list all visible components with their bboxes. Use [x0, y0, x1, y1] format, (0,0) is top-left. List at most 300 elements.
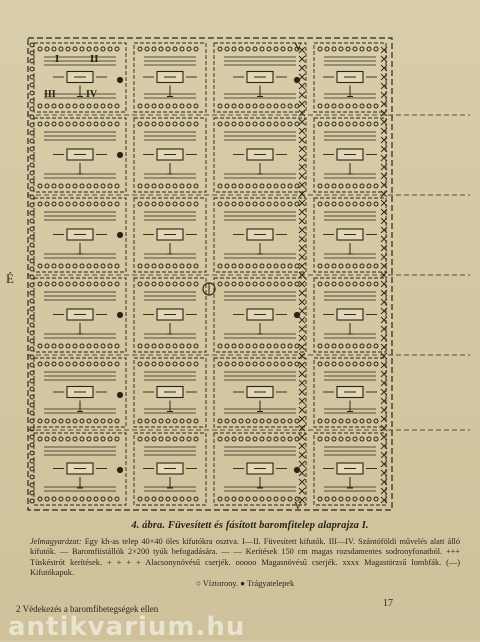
shrub-icon — [66, 282, 70, 286]
shrub-icon — [94, 202, 98, 206]
shrub-icon — [66, 497, 70, 501]
shrub-icon — [246, 419, 250, 423]
shrub-icon — [145, 47, 149, 51]
shrub-icon — [166, 264, 170, 268]
shrub-icon — [38, 184, 42, 188]
shrub-icon — [267, 264, 271, 268]
shrub-icon — [274, 419, 278, 423]
shrub-icon — [374, 362, 378, 366]
shrub-icon — [288, 104, 292, 108]
shrub-icon — [353, 264, 357, 268]
shrub-icon — [218, 344, 222, 348]
shrub-icon — [30, 395, 34, 399]
shrub-icon — [288, 437, 292, 441]
shrub-icon — [267, 282, 271, 286]
shrub-icon — [187, 122, 191, 126]
shrub-icon — [180, 104, 184, 108]
shrub-icon — [281, 104, 285, 108]
shrub-icon — [367, 122, 371, 126]
shrub-icon — [246, 264, 250, 268]
shrub-icon — [73, 47, 77, 51]
shrub-icon — [30, 107, 34, 111]
shrub-icon — [194, 344, 198, 348]
shrub-icon — [166, 437, 170, 441]
shrub-icon — [30, 283, 34, 287]
shrub-icon — [267, 437, 271, 441]
shrub-icon — [194, 282, 198, 286]
shrub-icon — [30, 355, 34, 359]
shrub-icon — [325, 122, 329, 126]
shrub-icon — [108, 184, 112, 188]
shrub-icon — [267, 122, 271, 126]
shrub-icon — [374, 122, 378, 126]
shrub-icon — [353, 419, 357, 423]
shrub-icon — [346, 184, 350, 188]
shrub-icon — [115, 202, 119, 206]
manure-heap-icon — [294, 312, 299, 317]
shrub-icon — [239, 362, 243, 366]
tree-icon — [299, 479, 305, 485]
shrub-icon — [360, 184, 364, 188]
shrub-icon — [253, 362, 257, 366]
shrub-icon — [45, 344, 49, 348]
shrub-icon — [281, 362, 285, 366]
shrub-icon — [246, 202, 250, 206]
shrub-icon — [159, 437, 163, 441]
shrub-icon — [166, 282, 170, 286]
figure-caption: 4. ábra. Füvesített és fásított baromfitelep alaprajza I. — [131, 520, 369, 531]
shrub-icon — [30, 211, 34, 215]
shrub-icon — [159, 47, 163, 51]
shrub-icon — [38, 282, 42, 286]
shrub-icon — [339, 282, 343, 286]
shrub-icon — [339, 497, 343, 501]
tree-icon — [299, 182, 305, 188]
shrub-icon — [30, 475, 34, 479]
shrub-icon — [274, 47, 278, 51]
shrub-icon — [194, 419, 198, 423]
legend-last-line: ○ Víztorony. ● Trágyatelepek — [195, 578, 295, 588]
shrub-icon — [288, 184, 292, 188]
tree-icon — [299, 326, 305, 332]
tree-icon — [299, 335, 305, 341]
shrub-icon — [281, 437, 285, 441]
tree-icon — [299, 218, 305, 224]
shrub-icon — [30, 363, 34, 367]
shrub-icon — [232, 437, 236, 441]
shrub-icon — [232, 362, 236, 366]
shrub-icon — [281, 264, 285, 268]
shrub-icon — [260, 202, 264, 206]
shrub-icon — [115, 282, 119, 286]
shrub-icon — [66, 362, 70, 366]
shrub-icon — [180, 184, 184, 188]
shrub-icon — [173, 122, 177, 126]
shrub-icon — [239, 122, 243, 126]
shrub-icon — [267, 184, 271, 188]
shrub-icon — [194, 104, 198, 108]
shrub-icon — [267, 202, 271, 206]
shrub-icon — [38, 264, 42, 268]
shrub-icon — [45, 419, 49, 423]
shrub-icon — [274, 497, 278, 501]
shrub-icon — [253, 202, 257, 206]
shrub-icon — [194, 497, 198, 501]
shrub-icon — [253, 47, 257, 51]
shrub-icon — [94, 282, 98, 286]
shrub-icon — [30, 275, 34, 279]
shrub-icon — [38, 344, 42, 348]
shrub-icon — [239, 497, 243, 501]
side-label-north: É — [6, 271, 14, 286]
shrub-icon — [159, 362, 163, 366]
shrub-icon — [374, 419, 378, 423]
shrub-icon — [166, 104, 170, 108]
shrub-icon — [166, 47, 170, 51]
shrub-icon — [108, 122, 112, 126]
shrub-icon — [59, 362, 63, 366]
shrub-icon — [253, 282, 257, 286]
shrub-icon — [52, 419, 56, 423]
shrub-icon — [115, 419, 119, 423]
shrub-icon — [218, 264, 222, 268]
shrub-icon — [267, 497, 271, 501]
shrub-icon — [318, 202, 322, 206]
shrub-icon — [115, 497, 119, 501]
shrub-icon — [225, 497, 229, 501]
shrub-icon — [239, 184, 243, 188]
shrub-icon — [52, 344, 56, 348]
shrub-icon — [360, 104, 364, 108]
shrub-icon — [353, 184, 357, 188]
shrub-icon — [30, 115, 34, 119]
shrub-icon — [138, 419, 142, 423]
shrub-icon — [246, 437, 250, 441]
shrub-icon — [30, 307, 34, 311]
footer-signature: 2 Védekezés a baromfibetegségek ellen — [16, 604, 159, 614]
shrub-icon — [30, 179, 34, 183]
shrub-icon — [173, 437, 177, 441]
shrub-icon — [66, 104, 70, 108]
shrub-icon — [246, 497, 250, 501]
tree-icon — [299, 452, 305, 458]
shrub-icon — [30, 467, 34, 471]
shrub-icon — [360, 419, 364, 423]
shrub-icon — [260, 437, 264, 441]
shrub-icon — [159, 202, 163, 206]
shrub-icon — [30, 339, 34, 343]
shrub-icon — [353, 122, 357, 126]
shrub-icon — [173, 419, 177, 423]
shrub-icon — [30, 91, 34, 95]
shrub-icon — [145, 419, 149, 423]
tree-icon — [299, 461, 305, 467]
tree-icon — [299, 416, 305, 422]
shrub-icon — [108, 282, 112, 286]
tree-icon — [299, 128, 305, 134]
shrub-icon — [101, 184, 105, 188]
manure-heap-icon — [117, 152, 122, 157]
shrub-icon — [288, 202, 292, 206]
shrub-icon — [360, 122, 364, 126]
shrub-icon — [73, 497, 77, 501]
shrub-icon — [225, 104, 229, 108]
shrub-icon — [281, 419, 285, 423]
shrub-icon — [339, 202, 343, 206]
shrub-icon — [225, 264, 229, 268]
shrub-icon — [295, 282, 299, 286]
shrub-icon — [30, 43, 34, 47]
shrub-icon — [295, 122, 299, 126]
shrub-icon — [94, 419, 98, 423]
shrub-icon — [87, 264, 91, 268]
shrub-icon — [115, 437, 119, 441]
shrub-icon — [173, 362, 177, 366]
tree-icon — [299, 164, 305, 170]
shrub-icon — [180, 344, 184, 348]
tree-icon — [299, 173, 305, 179]
shrub-icon — [138, 184, 142, 188]
shrub-icon — [253, 497, 257, 501]
tree-icon — [381, 254, 387, 260]
shrub-icon — [180, 264, 184, 268]
shrub-icon — [318, 184, 322, 188]
shrub-icon — [30, 123, 34, 127]
tree-icon — [299, 398, 305, 404]
shrub-icon — [360, 497, 364, 501]
shrub-icon — [346, 202, 350, 206]
shrub-icon — [239, 344, 243, 348]
shrub-icon — [325, 264, 329, 268]
shrub-icon — [173, 104, 177, 108]
shrub-icon — [101, 104, 105, 108]
shrub-icon — [225, 202, 229, 206]
shrub-icon — [218, 47, 222, 51]
shrub-icon — [30, 387, 34, 391]
shrub-icon — [138, 282, 142, 286]
shrub-icon — [59, 437, 63, 441]
shrub-icon — [239, 202, 243, 206]
shrub-icon — [115, 122, 119, 126]
shrub-icon — [246, 362, 250, 366]
shrub-icon — [30, 299, 34, 303]
shrub-icon — [108, 104, 112, 108]
shrub-icon — [94, 47, 98, 51]
shrub-icon — [367, 202, 371, 206]
shrub-icon — [38, 104, 42, 108]
shrub-icon — [115, 264, 119, 268]
manure-heap-icon — [117, 77, 122, 82]
shrub-icon — [253, 264, 257, 268]
shrub-icon — [80, 282, 84, 286]
shrub-icon — [52, 282, 56, 286]
shrub-icon — [232, 419, 236, 423]
tree-icon — [299, 200, 305, 206]
shrub-icon — [225, 282, 229, 286]
shrub-icon — [332, 344, 336, 348]
shrub-icon — [225, 122, 229, 126]
shrub-icon — [52, 497, 56, 501]
shrub-icon — [339, 264, 343, 268]
shrub-icon — [101, 437, 105, 441]
shrub-icon — [94, 344, 98, 348]
shrub-icon — [45, 264, 49, 268]
shrub-icon — [246, 104, 250, 108]
shrub-icon — [173, 184, 177, 188]
shrub-icon — [367, 497, 371, 501]
shrub-icon — [332, 202, 336, 206]
shrub-icon — [159, 344, 163, 348]
shrub-icon — [80, 104, 84, 108]
shrub-icon — [180, 362, 184, 366]
shrub-icon — [152, 202, 156, 206]
tree-icon — [299, 299, 305, 305]
shrub-icon — [166, 202, 170, 206]
shrub-icon — [30, 323, 34, 327]
shrub-icon — [339, 47, 343, 51]
shrub-icon — [187, 282, 191, 286]
shrub-icon — [38, 497, 42, 501]
shrub-icon — [295, 202, 299, 206]
shrub-icon — [30, 347, 34, 351]
tree-icon — [299, 362, 305, 368]
shrub-icon — [30, 331, 34, 335]
manure-heap-icon — [294, 467, 299, 472]
shrub-icon — [239, 419, 243, 423]
shrub-icon — [87, 202, 91, 206]
shrub-icon — [87, 344, 91, 348]
shrub-icon — [353, 497, 357, 501]
shrub-icon — [288, 362, 292, 366]
tree-icon — [299, 434, 305, 440]
tree-icon — [299, 56, 305, 62]
shrub-icon — [59, 104, 63, 108]
shrub-icon — [232, 344, 236, 348]
shrub-icon — [346, 282, 350, 286]
shrub-icon — [288, 419, 292, 423]
shrub-icon — [295, 344, 299, 348]
shrub-icon — [246, 282, 250, 286]
shrub-icon — [173, 47, 177, 51]
shrub-icon — [145, 122, 149, 126]
shrub-icon — [30, 131, 34, 135]
shrub-icon — [38, 122, 42, 126]
tree-icon — [299, 290, 305, 296]
shrub-icon — [159, 419, 163, 423]
shrub-icon — [318, 344, 322, 348]
tree-icon — [299, 443, 305, 449]
shrub-icon — [288, 122, 292, 126]
plot-label-V-top: V — [294, 41, 302, 53]
shrub-icon — [152, 264, 156, 268]
shrub-icon — [115, 47, 119, 51]
shrub-icon — [246, 47, 250, 51]
tree-icon — [299, 83, 305, 89]
tree-icon — [299, 371, 305, 377]
shrub-icon — [332, 264, 336, 268]
shrub-icon — [281, 202, 285, 206]
shrub-icon — [374, 437, 378, 441]
shrub-icon — [80, 497, 84, 501]
shrub-icon — [45, 104, 49, 108]
shrub-icon — [66, 47, 70, 51]
shrub-icon — [73, 282, 77, 286]
shrub-icon — [339, 184, 343, 188]
shrub-icon — [30, 459, 34, 463]
shrub-icon — [30, 403, 34, 407]
shrub-icon — [108, 202, 112, 206]
shrub-icon — [194, 184, 198, 188]
shrub-icon — [325, 437, 329, 441]
shrub-icon — [87, 122, 91, 126]
shrub-icon — [346, 362, 350, 366]
figure-legend — [30, 537, 460, 589]
shrub-icon — [318, 497, 322, 501]
shrub-icon — [239, 47, 243, 51]
shrub-icon — [94, 122, 98, 126]
shrub-icon — [353, 362, 357, 366]
shrub-icon — [66, 437, 70, 441]
shrub-icon — [152, 122, 156, 126]
shrub-icon — [281, 282, 285, 286]
shrub-icon — [145, 362, 149, 366]
shrub-icon — [59, 264, 63, 268]
shrub-icon — [59, 184, 63, 188]
shrub-icon — [80, 202, 84, 206]
shrub-icon — [194, 47, 198, 51]
manure-heap-icon — [117, 467, 122, 472]
shrub-icon — [152, 47, 156, 51]
shrub-icon — [194, 122, 198, 126]
shrub-icon — [52, 47, 56, 51]
tree-icon — [299, 101, 305, 107]
shrub-icon — [30, 443, 34, 447]
shrub-icon — [73, 184, 77, 188]
shrub-icon — [101, 362, 105, 366]
shrub-icon — [87, 104, 91, 108]
shrub-icon — [332, 282, 336, 286]
shrub-icon — [318, 362, 322, 366]
shrub-icon — [66, 202, 70, 206]
shrub-icon — [367, 344, 371, 348]
shrub-icon — [353, 202, 357, 206]
shrub-icon — [66, 264, 70, 268]
shrub-icon — [274, 104, 278, 108]
shrub-icon — [187, 184, 191, 188]
shrub-icon — [281, 47, 285, 51]
manure-heap-icon — [117, 392, 122, 397]
shrub-icon — [30, 379, 34, 383]
shrub-icon — [80, 264, 84, 268]
shrub-icon — [59, 122, 63, 126]
shrub-icon — [73, 419, 77, 423]
shrub-icon — [332, 362, 336, 366]
shrub-icon — [225, 344, 229, 348]
shrub-icon — [30, 235, 34, 239]
shrub-icon — [30, 315, 34, 319]
tree-icon — [299, 155, 305, 161]
shrub-icon — [260, 104, 264, 108]
shrub-icon — [115, 344, 119, 348]
shrub-icon — [73, 437, 77, 441]
shrub-icon — [66, 184, 70, 188]
shrub-icon — [346, 497, 350, 501]
shrub-icon — [30, 259, 34, 263]
shrub-icon — [260, 282, 264, 286]
shrub-icon — [318, 47, 322, 51]
shrub-icon — [232, 184, 236, 188]
shrub-icon — [374, 202, 378, 206]
